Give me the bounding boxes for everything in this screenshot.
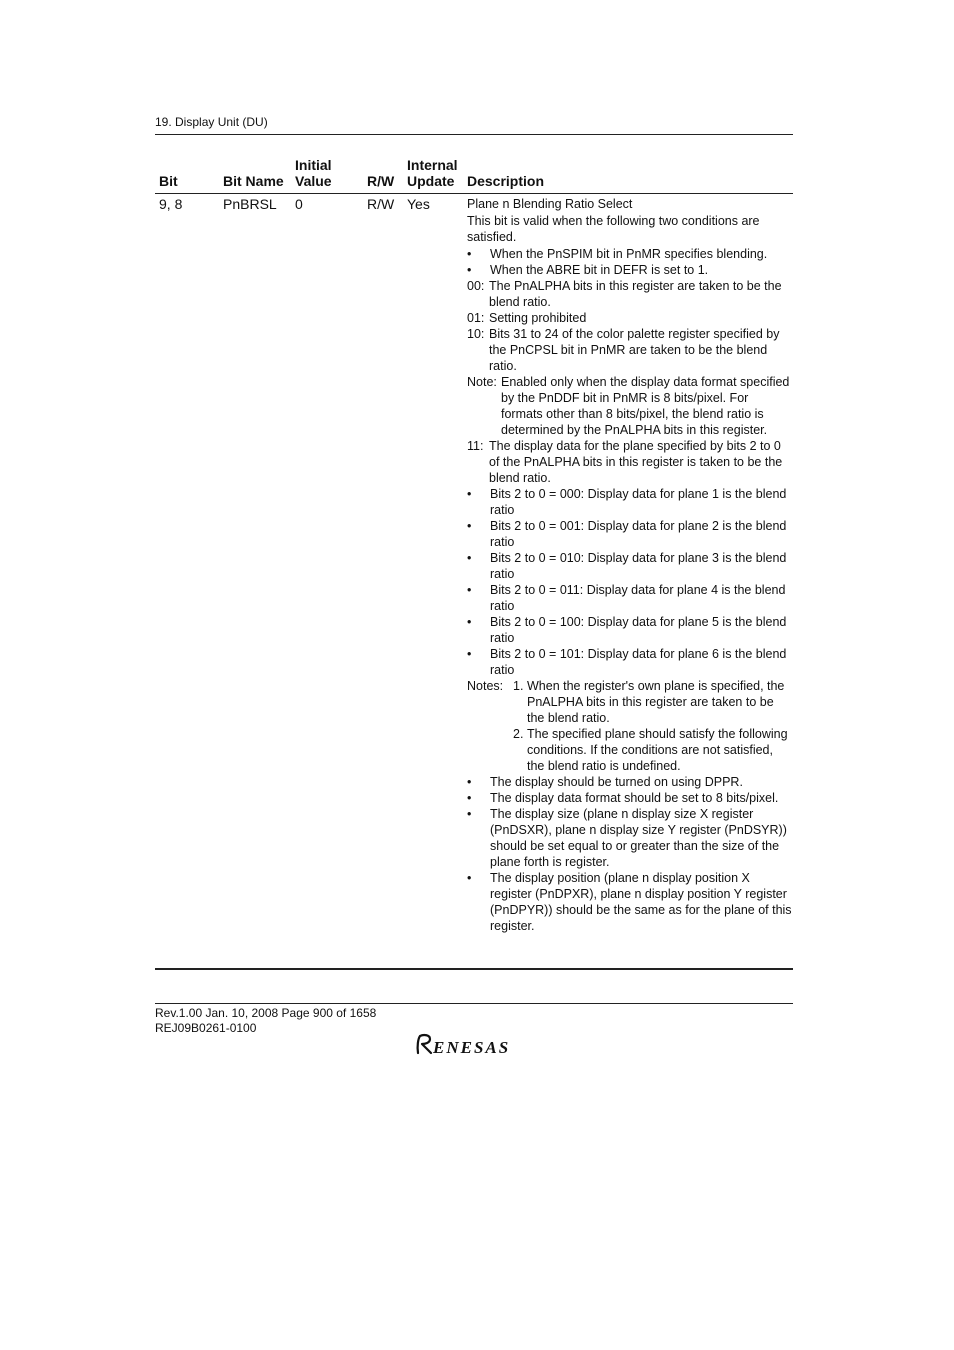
table-header-rule bbox=[155, 193, 793, 194]
list-item: • The display size (plane n display size X register (PnDSXR), plane n display size Y register (PnDSYR)) should be set equal to or greater than the size of the plane forth is register. bbox=[467, 807, 787, 869]
list-item: • Bits 2 to 0 = 000: Display data for plane 1 is the blend ratio bbox=[467, 487, 787, 517]
bullet-icon: • bbox=[467, 551, 472, 565]
list-item: • The display position (plane n display position X register (PnDPXR), plane n display position Y register (PnDPYR)) should be the same as for the plane of this register. bbox=[467, 871, 792, 933]
notes-item-2: 2. The specified plane should satisfy the following conditions. If the conditions are not satisfied, the blend ratio is undefined. bbox=[513, 727, 788, 773]
cell-rw: R/W bbox=[367, 196, 395, 212]
setting-00: 00: The PnALPHA bits in this register are taken to be the blend ratio. bbox=[467, 279, 782, 309]
list-item: • The display should be turned on using DPPR. bbox=[467, 775, 743, 789]
col-header-internal-update: Internal Update bbox=[407, 157, 458, 189]
footer-rule bbox=[155, 1003, 793, 1004]
list-item: • The display data format should be set to 8 bits/pixel. bbox=[467, 791, 779, 805]
bullet-icon: • bbox=[467, 247, 472, 261]
col-header-bit-name: Bit Name bbox=[223, 173, 284, 189]
header-rule bbox=[155, 134, 793, 135]
bullet-icon: • bbox=[467, 487, 472, 501]
list-item: • Bits 2 to 0 = 101: Display data for plane 6 is the blend ratio bbox=[467, 647, 787, 677]
cell-initial-value: 0 bbox=[295, 196, 303, 212]
description-intro: This bit is valid when the following two conditions are satisfied. bbox=[467, 214, 760, 244]
bullet-icon: • bbox=[467, 775, 472, 789]
cell-bit-name: PnBRSL bbox=[223, 196, 277, 212]
setting-11: 11: The display data for the plane specified by bits 2 to 0 of the PnALPHA bits in this register is taken to be the blend ratio. bbox=[467, 439, 783, 485]
renesas-logo-mark bbox=[414, 1033, 534, 1055]
cell-bit: 9, 8 bbox=[159, 196, 183, 212]
renesas-logo bbox=[414, 1033, 534, 1060]
footer-revision: Rev.1.00 Jan. 10, 2008 Page 900 of 1658 bbox=[155, 1006, 377, 1020]
notes-item-1: Notes: 1. When the register's own plane is specified, the PnALPHA bits in this register are taken to be the blend ratio. bbox=[467, 679, 785, 725]
list-item: • Bits 2 to 0 = 001: Display data for plane 2 is the blend ratio bbox=[467, 519, 787, 549]
setting-10: 10: Bits 31 to 24 of the color palette register specified by the PnCPSL bit in PnMR are taken to be the blend ratio. bbox=[467, 327, 780, 373]
bullet-icon: • bbox=[467, 263, 472, 277]
list-item: • When the ABRE bit in DEFR is set to 1. bbox=[467, 263, 709, 277]
col-header-description: Description bbox=[467, 173, 545, 189]
setting-01: 01: Setting prohibited bbox=[467, 311, 587, 325]
bullet-icon: • bbox=[467, 519, 472, 533]
table-bottom-rule bbox=[155, 968, 793, 970]
col-header-bit: Bit bbox=[159, 173, 178, 189]
list-item: • Bits 2 to 0 = 011: Display data for plane 4 is the blend ratio bbox=[467, 583, 786, 613]
bullet-icon: • bbox=[467, 615, 472, 629]
col-header-rw: R/W bbox=[367, 173, 395, 189]
description-title: Plane n Blending Ratio Select bbox=[467, 197, 633, 211]
bullet-icon: • bbox=[467, 791, 472, 805]
bullet-icon: • bbox=[467, 647, 472, 661]
footer-doc-number: REJ09B0261-0100 bbox=[155, 1021, 257, 1035]
list-item: • Bits 2 to 0 = 010: Display data for plane 3 is the blend ratio bbox=[467, 551, 787, 581]
col-header-initial-value: Initial Value bbox=[295, 157, 332, 189]
bullet-icon: • bbox=[467, 807, 472, 821]
list-item: • Bits 2 to 0 = 100: Display data for plane 5 is the blend ratio bbox=[467, 615, 787, 645]
bullet-icon: • bbox=[467, 871, 472, 885]
setting-10-note: Note: Enabled only when the display data format specified by the PnDDF bit in PnMR is 8 bits/pixel. For formats other than 8 bits/pixel, the blend ratio is determined by the PnALPHA bits in this register. bbox=[467, 375, 790, 437]
section-header: 19. Display Unit (DU) bbox=[155, 115, 268, 129]
cell-description bbox=[467, 196, 793, 934]
list-item: • When the PnSPIM bit in PnMR specifies blending. bbox=[467, 247, 768, 261]
bullet-icon: • bbox=[467, 583, 472, 597]
svg-text:ENESAS: ENESAS bbox=[433, 1038, 511, 1055]
cell-internal-update: Yes bbox=[407, 196, 430, 212]
